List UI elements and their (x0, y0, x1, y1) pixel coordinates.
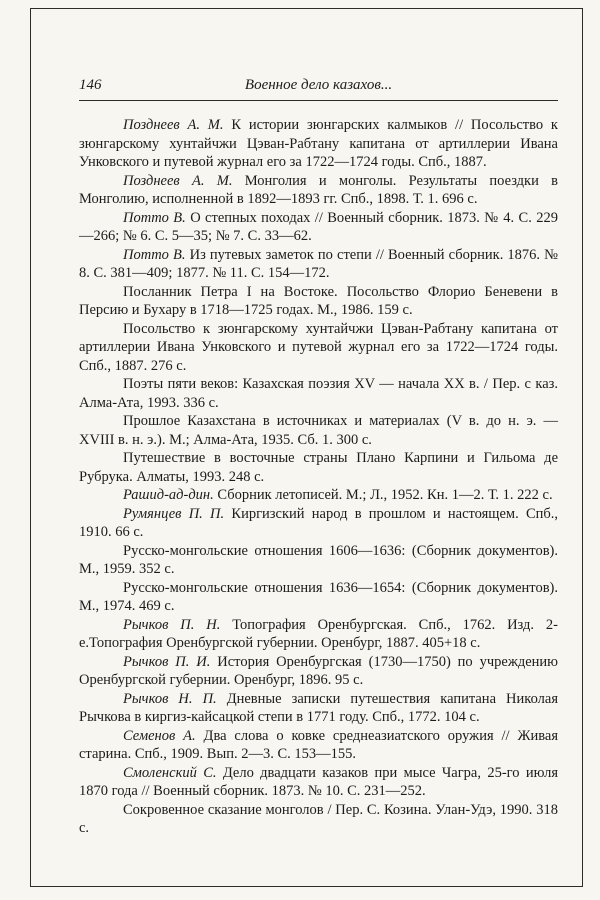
bibliography-entry: Семенов А. Два слова о ковке среднеазиатского оружия // Живая старина. Спб., 1909. Вып. 2—3. С. 153—155. (79, 727, 558, 762)
bibliography-entry: Позднеев А. М. К истории зюнгарских калмыков // Посольство к зюнгарскому хунтайчжи Цэван-Рабтану капитана от артиллерии Ивана Унковского и путевой журнал его за 1722—1724 годы. Спб., 1887. (79, 117, 558, 170)
bibliography-entry: Потто В. Из путевых заметок по степи // Военный сборник. 1876. № 8. С. 381—409; 1877. № 11. С. 154—172. (79, 246, 558, 281)
page-border (30, 8, 583, 887)
bibliography-entry: Смоленский С. Дело двадцати казаков при мысе Чагра, 25-го июля 1870 года // Военный сборник. 1873. № 10. С. 231—252. (79, 764, 558, 799)
entry-author: Рычков П. И. (123, 653, 211, 670)
entry-author: Позднеев А. М. (123, 117, 224, 133)
header-rule (79, 100, 558, 101)
bibliography-entry: Позднеев А. М. Монголия и монголы. Результаты поездки в Монголию, исполненной в 1892—1893 гг. Спб., 1898. Т. 1. 696 с. (79, 172, 558, 207)
bibliography-entry: Посольство к зюнгарскому хунтайчжи Цэван-Рабтану капитана от артиллерии Ивана Унковского и путевой журнал его за 1722—1724 годы. Спб., 1887. 276 с. (79, 320, 558, 374)
bibliography-entry: Рашид-ад-дин. Сборник летописей. М.; Л., 1952. Кн. 1—2. Т. 1. 222 с. (123, 487, 553, 503)
bibliography-entry: Русско-монгольские отношения 1606—1636: (Сборник документов). М., 1959. 352 с. (79, 542, 558, 577)
entry-author: Смоленский С. (123, 764, 217, 781)
bibliography-entry: Посланник Петра I на Востоке. Посольство Флорио Беневени в Персию и Бухару в 1718—1725 годах. М., 1986. 159 с. (79, 283, 558, 318)
entry-author: Потто В. (123, 246, 186, 263)
bibliography-entry: Поэты пяти веков: Казахская поэзия XV — начала XX в. / Пер. с каз. Алма-Ата, 1993. 336 с. (79, 376, 558, 411)
entry-author: Рычков П. Н. (123, 616, 221, 633)
page-number: 146 (79, 77, 102, 93)
bibliography-list (79, 116, 558, 838)
bibliography-entry: Сокровенное сказание монголов / Пер. С. Козина. Улан-Удэ, 1990. 318 с. (79, 801, 558, 836)
entry-author: Потто В. (123, 209, 186, 226)
entry-author: Румянцев П. П. (123, 505, 225, 522)
bibliography-entry: Рычков П. И. История Оренбургская (1730—1750) по учреждению Оренбургской губернии. Оренбург, 1896. 95 с. (79, 653, 559, 688)
bibliography-entry: Румянцев П. П. Киргизский народ в прошлом и настоящем. Спб., 1910. 66 с. (79, 505, 559, 540)
running-title: Военное дело казахов... (244, 77, 393, 93)
bibliography-entry: Прошлое Казахстана в источниках и материалах (V в. до н. э. — XVIII в. н. э.). М.; Алма-Ата, 1935. Сб. 1. 300 с. (79, 413, 558, 448)
bibliography-entry: Путешествие в восточные страны Плано Карпини и Гильома де Рубрука. Алматы, 1993. 248 с. (79, 450, 558, 485)
page-header (79, 77, 558, 97)
bibliography-entry: Рычков Н. П. Дневные записки путешествия капитана Николая Рычкова в киргиз-кайсацкой степи в 1771 году. Спб., 1772. 104 с. (79, 690, 558, 725)
bibliography-entry: Потто В. О степных походах // Военный сборник. 1873. № 4. С. 229—266; № 6. С. 5—35; № 7. С. 33—62. (79, 209, 558, 244)
bibliography-entry: Русско-монгольские отношения 1636—1654: (Сборник документов). М., 1974. 469 с. (79, 579, 558, 614)
entry-author: Рычков Н. П. (123, 690, 217, 707)
entry-author: Семенов А. (123, 727, 196, 744)
bibliography-entry: Рычков П. Н. Топография Оренбургская. Спб., 1762. Изд. 2-е.Топография Оренбургской губернии. Оренбург, 1887. 405+18 с. (79, 616, 558, 651)
entry-author: Рашид-ад-дин. (123, 487, 214, 503)
entry-author: Позднеев А. М. (123, 172, 233, 189)
